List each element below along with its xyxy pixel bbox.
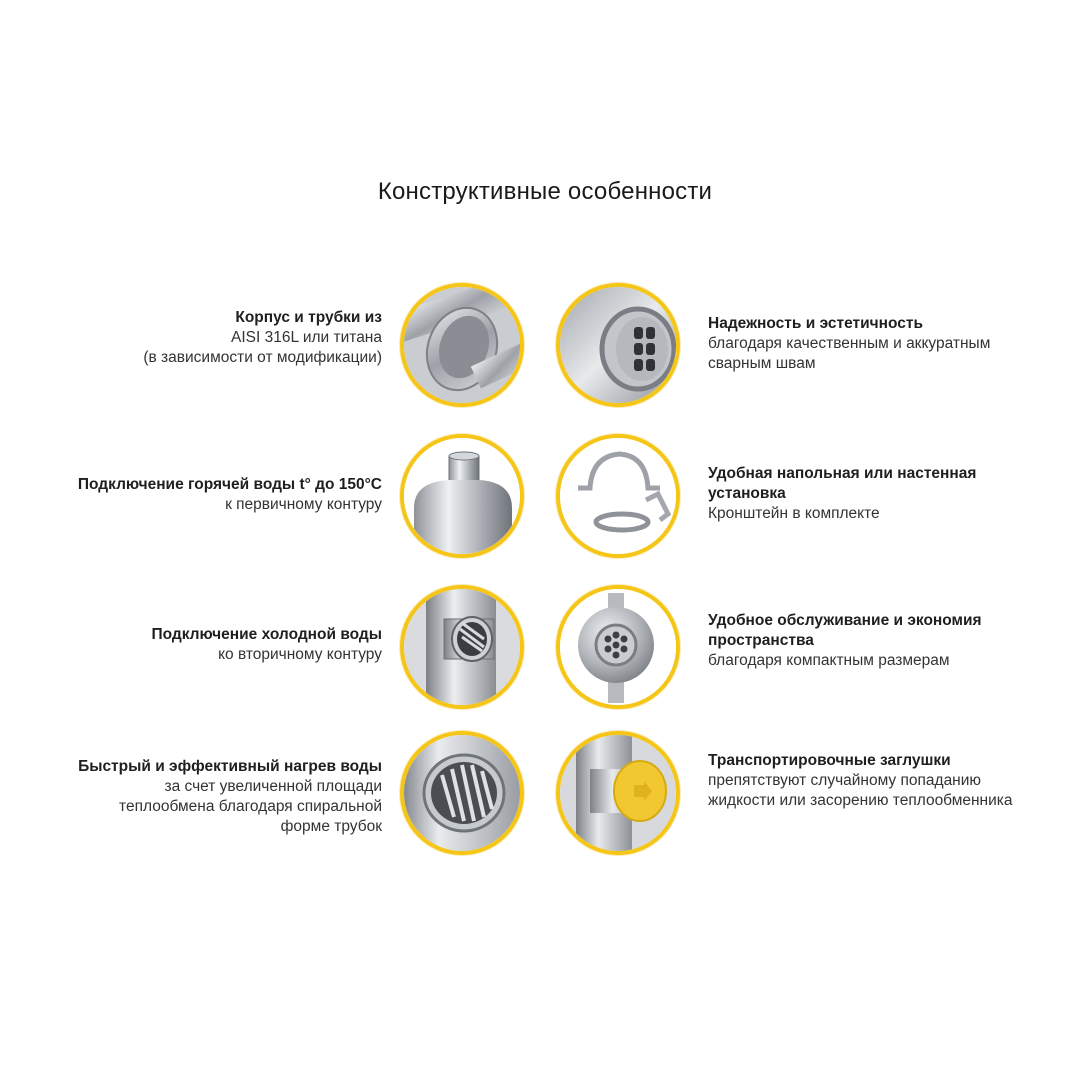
weld-seam-icon <box>556 283 680 407</box>
spiral-tubes-icon <box>400 731 524 855</box>
feature-cold-water-description: ко вторичному контуру <box>218 646 382 663</box>
feature-maintenance <box>708 611 1078 671</box>
feature-fast-heating <box>0 757 382 837</box>
feature-fast-heating-description: за счет увеличенной площади теплообмена благодаря спиральной форме трубок <box>119 778 382 835</box>
feature-transport-plugs <box>708 751 1078 811</box>
feature-hot-water-heading: Подключение горячей воды t° до 150°С <box>77 476 382 493</box>
feature-material-heading: Корпус и трубки из <box>235 309 382 326</box>
hot-water-nozzle-icon <box>400 434 524 558</box>
feature-transport-plugs-heading: Транспортировочные заглушки <box>708 752 951 769</box>
feature-reliability-description: благодаря качественным и аккуратным сварным швам <box>708 335 991 372</box>
feature-reliability <box>708 314 1078 374</box>
feature-transport-plugs-description: препятствуют случайному попаданию жидкости или засорению теплообменника <box>708 772 1013 809</box>
feature-fast-heating-heading: Быстрый и эффективный нагрев воды <box>78 758 382 775</box>
feature-cold-water <box>2 625 382 665</box>
feature-cold-water-heading: Подключение холодной воды <box>151 626 382 643</box>
feature-maintenance-heading: Удобное обслуживание и экономия пространства <box>708 612 982 649</box>
feature-material <box>2 308 382 368</box>
feature-mounting-description: Кронштейн в комплекте <box>708 505 880 522</box>
cold-water-port-icon <box>400 585 524 709</box>
mounting-bracket-icon <box>556 434 680 558</box>
feature-hot-water-description: к первичному контуру <box>225 496 382 513</box>
yellow-plug-icon <box>556 731 680 855</box>
feature-hot-water <box>0 475 382 515</box>
compact-exchanger-icon <box>556 585 680 709</box>
feature-reliability-heading: Надежность и эстетичность <box>708 315 924 332</box>
feature-mounting <box>708 464 1078 524</box>
feature-mounting-heading: Удобная напольная или настенная установка <box>708 465 977 502</box>
feature-maintenance-description: благодаря компактным размерам <box>708 652 950 669</box>
page-title: Конструктивные особенности <box>377 178 713 205</box>
pipe-ends-icon <box>400 283 524 407</box>
feature-material-description: AISI 316L или титана (в зависимости от модификации) <box>143 329 382 366</box>
